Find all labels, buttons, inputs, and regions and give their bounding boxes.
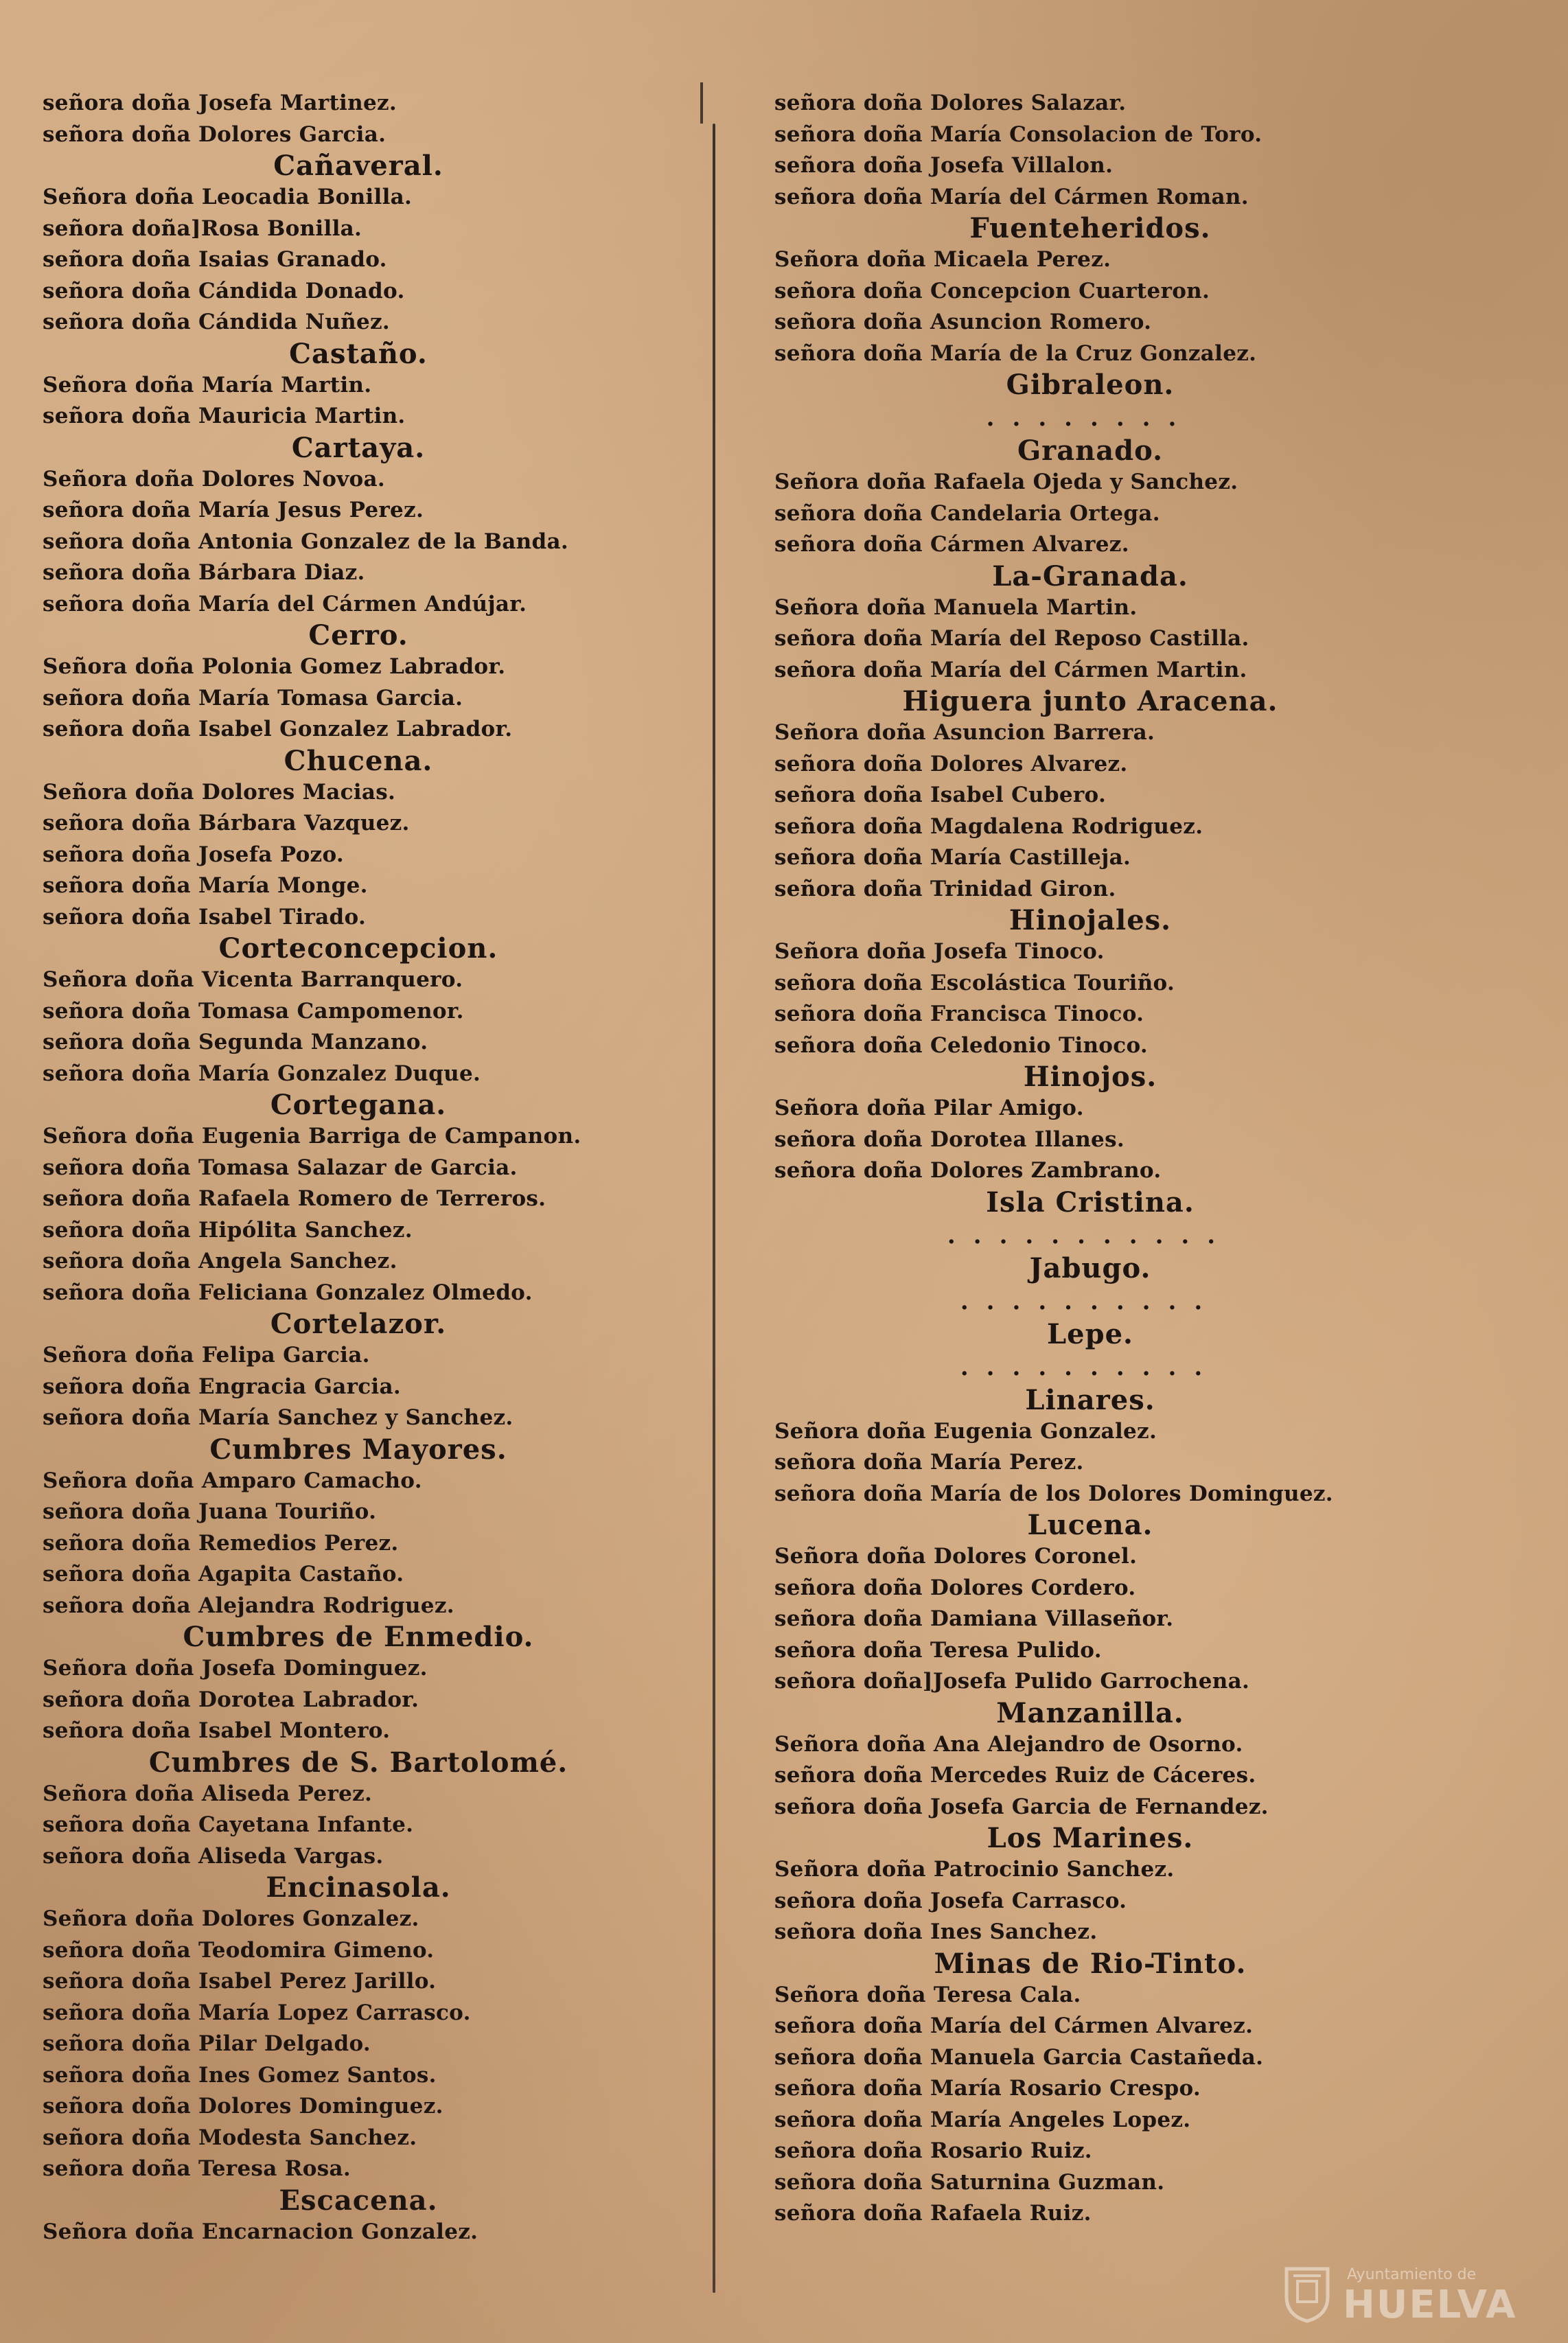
name-entry: señora doña Trinidad Giron. (774, 876, 1116, 901)
name-entry: señora doña Ines Gomez Santos. (43, 2062, 437, 2088)
name-entry: Señora doña Vicenta Barranquero. (43, 967, 463, 992)
name-entry: señora doña Cayetana Infante. (43, 1812, 414, 1837)
name-entry: Señora doña Eugenia Gonzalez. (774, 1418, 1157, 1444)
name-entry: señora doña Cándida Nuñez. (43, 310, 391, 334)
name-entry: Señora doña Dolores Gonzalez. (43, 1906, 419, 1931)
name-entry: señora doña María Rosario Crespo. (774, 2076, 1201, 2101)
name-entry: señora doña María Consolacion de Toro. (774, 122, 1263, 147)
town-heading: Isla Cristina. (986, 1186, 1195, 1219)
name-entry: Señora doña Dolores Coronel. (774, 1544, 1138, 1569)
name-entry: Señora doña Ana Alejandro de Osorno. (774, 1731, 1243, 1757)
name-entry: Señora doña Leocadia Bonilla. (43, 185, 413, 209)
town-heading: Chucena. (284, 744, 433, 777)
town-heading: Escacena. (279, 2184, 438, 2217)
name-entry: señora doña Mercedes Ruiz de Cáceres. (774, 1763, 1256, 1788)
name-entry: señora doña Alejandra Rodriguez. (43, 1593, 454, 1618)
town-heading: Fuenteheridos. (969, 212, 1211, 244)
name-entry: señora doña Teodomira Gimeno. (43, 1937, 435, 1963)
name-entry: señora doña Bárbara Diaz. (43, 560, 365, 585)
name-entry: señora doña Hipólita Sanchez. (43, 1217, 413, 1243)
name-entry: Señora doña Asuncion Barrera. (774, 720, 1155, 745)
name-entry: señora doña Cármen Alvarez. (774, 532, 1129, 557)
name-entry: señora doña María del Reposo Castilla. (774, 626, 1249, 651)
name-entry: señora doña Isaias Granado. (43, 247, 387, 272)
town-heading: Lepe. (1047, 1317, 1133, 1350)
name-entry: señora doña Magdalena Rodriguez. (774, 813, 1203, 839)
town-heading: Linares. (1025, 1383, 1155, 1416)
name-entry: señora doña María Castilleja. (774, 845, 1131, 870)
name-entry: Señora doña María Martin. (43, 372, 372, 397)
town-heading: Encinasola. (266, 1871, 451, 1904)
name-entry: señora doña Tomasa Salazar de Garcia. (43, 1155, 518, 1180)
name-entry: señora doña Francisca Tinoco. (774, 1002, 1144, 1026)
name-entry: señora doña Ines Sanchez. (774, 1919, 1098, 1944)
name-entry: señora doña María del Cármen Roman. (774, 184, 1249, 209)
town-heading: Hinojales. (1008, 904, 1172, 936)
huelva-watermark (1280, 2262, 1527, 2327)
name-entry: señora doña María del Cármen Alvarez. (774, 2013, 1254, 2038)
town-heading: Cerro. (308, 619, 408, 651)
name-entry: señora doña Mauricia Martin. (43, 404, 406, 428)
name-entry: señora doña Dolores Alvarez. (774, 751, 1128, 776)
name-entry: señora doña Damiana Villaseñor. (774, 1606, 1174, 1631)
town-heading: Minas de Rio-Tinto. (934, 1947, 1247, 1980)
name-entry: señora doña María del Cármen Andújar. (43, 591, 527, 616)
name-entry: señora doña Agapita Castaño. (43, 1562, 404, 1586)
name-entry: Señora doña Felipa Garcia. (43, 1343, 370, 1367)
town-heading: Cortelazor. (270, 1308, 447, 1340)
name-entry: señora doña Rafaela Ruiz. (774, 2201, 1092, 2226)
name-entry: señora doña Isabel Cubero. (774, 783, 1107, 807)
name-entry: señora doña Josefa Pozo. (43, 842, 344, 867)
name-entry: señora doña Rafaela Romero de Terreros. (43, 1186, 546, 1211)
name-entry: Señora doña Josefa Dominguez. (43, 1656, 428, 1681)
town-heading: Castaño. (289, 337, 428, 370)
name-entry: señora doña Isabel Gonzalez Labrador. (43, 717, 513, 741)
empty-list-dots: ........ (986, 404, 1195, 432)
name-entry: señora doña Dolores Zambrano. (774, 1158, 1162, 1183)
name-entry: señora doña María Jesus Perez. (43, 498, 424, 522)
town-heading: Lucena. (1027, 1509, 1153, 1541)
name-entry: señora doña Remedios Perez. (43, 1530, 399, 1556)
name-entry: señora doña Celedonio Tinoco. (774, 1032, 1148, 1058)
name-entry: señora doña Pilar Delgado. (43, 2031, 371, 2056)
empty-list-dots: .......... (960, 1287, 1221, 1315)
name-entry: señora doña Teresa Pulido. (774, 1637, 1102, 1663)
name-entry: Señora doña Polonia Gomez Labrador. (43, 654, 506, 679)
town-heading: Corteconcepcion. (218, 932, 498, 965)
name-entry: señora doña Escolástica Touriño. (774, 970, 1175, 995)
name-entry: señora doña Josefa Martinez. (43, 91, 397, 115)
town-heading: Cumbres de S. Bartolomé. (148, 1746, 568, 1779)
name-entry: señora doña Antonia Gonzalez de la Banda. (43, 529, 568, 554)
name-entry: señora doña Tomasa Campomenor. (43, 998, 464, 1024)
name-entry: señora doña Engracia Garcia. (43, 1374, 401, 1399)
name-entry: Señora doña Encarnacion Gonzalez. (43, 2219, 479, 2244)
name-entry: señora doña María Tomasa Garcia. (43, 685, 463, 711)
name-entry: señora doña María Monge. (43, 873, 368, 898)
name-entry: señora doña Rosario Ruiz. (774, 2138, 1092, 2163)
name-entry: señora doña Feliciana Gonzalez Olmedo. (43, 1280, 533, 1305)
name-entry: señora doña Candelaria Ortega. (774, 500, 1160, 526)
name-entry: señora doña Dolores Dominguez. (43, 2094, 443, 2119)
name-entry: señora doña Concepcion Cuarteron. (774, 278, 1210, 303)
town-heading: Manzanilla. (996, 1696, 1184, 1729)
name-entry: señora doña María Gonzalez Duque. (43, 1061, 481, 1086)
name-entry: Señora doña Amparo Camacho. (43, 1468, 422, 1493)
name-entry: señora doña María de la Cruz Gonzalez. (774, 341, 1257, 366)
name-entry: señora doña]Josefa Pulido Garrochena. (774, 1669, 1250, 1694)
town-heading: Cumbres de Enmedio. (183, 1621, 534, 1653)
name-entry: señora doña Bárbara Vazquez. (43, 811, 410, 835)
left-column (43, 88, 702, 2343)
town-heading: Granado. (1017, 435, 1164, 467)
name-entry: señora doña Manuela Garcia Castañeda. (774, 2044, 1264, 2070)
name-entry: Señora doña Micaela Perez. (774, 247, 1111, 272)
name-entry: Señora doña Manuela Martin. (774, 595, 1138, 620)
name-entry: señora doña Dorotea Illanes. (774, 1127, 1125, 1152)
name-entry: señora doña Isabel Perez Jarillo. (43, 1969, 437, 1994)
name-entry: señora doña Asuncion Romero. (774, 310, 1152, 334)
name-entry: señora doña Josefa Villalon. (774, 153, 1114, 178)
town-heading: Higuera junto Aracena. (902, 685, 1278, 717)
name-entry: Señora doña Josefa Tinoco. (774, 939, 1105, 964)
town-heading: Cumbres Mayores. (209, 1433, 507, 1466)
name-entry: señora doña María Lopez Carrasco. (43, 2000, 471, 2025)
town-heading: La-Granada. (992, 559, 1188, 592)
town-heading: Gibraleon. (1006, 369, 1175, 401)
name-entry: señora doña Saturnina Guzman. (774, 2169, 1165, 2195)
name-entry: Señora doña Dolores Macias. (43, 779, 396, 805)
name-entry: señora doña Josefa Carrasco. (774, 1888, 1127, 1913)
empty-list-dots: .......... (960, 1353, 1221, 1381)
name-entry: señora doña Josefa Garcia de Fernandez. (774, 1794, 1269, 1819)
empty-list-dots: ........... (947, 1221, 1234, 1249)
name-entry: señora doña Teresa Rosa. (43, 2156, 351, 2181)
name-entry: señora doña María de los Dolores Dominguez. (774, 1481, 1333, 1506)
town-heading: Jabugo. (1029, 1251, 1151, 1284)
town-heading: Cartaya. (291, 431, 426, 464)
name-entry: señora doña Isabel Montero. (43, 1718, 391, 1743)
name-entry: Señora doña Eugenia Barriga de Campanon. (43, 1124, 581, 1149)
name-entry: señora doña Cándida Donado. (43, 278, 405, 303)
name-entry: señora doña Dolores Garcia. (43, 122, 387, 147)
name-entry: señora doña Dolores Cordero. (774, 1575, 1136, 1600)
name-entry: Señora doña Pilar Amigo. (774, 1096, 1084, 1120)
name-entry: Señora doña Rafaela Ojeda y Sanchez. (774, 470, 1238, 494)
name-entry: señora doña]Rosa Bonilla. (43, 216, 362, 241)
name-entry: señora doña Dorotea Labrador. (43, 1687, 419, 1712)
name-entry: Señora doña Teresa Cala. (774, 1982, 1081, 2007)
watermark-word: HUELVA (1343, 2283, 1517, 2327)
name-entry: señora doña María Perez. (774, 1450, 1084, 1475)
name-entry: señora doña Isabel Tirado. (43, 904, 367, 930)
name-entry: señora doña Juana Touriño. (43, 1499, 377, 1524)
column-divider (713, 124, 715, 2293)
name-entry: señora doña María Sanchez y Sanchez. (43, 1405, 514, 1430)
town-heading: Cañaveral. (273, 150, 443, 182)
name-entry: señora doña Modesta Sanchez. (43, 2125, 417, 2150)
right-column (774, 88, 1433, 2343)
name-entry: señora doña Dolores Salazar. (774, 91, 1127, 115)
name-entry: señora doña María del Cármen Martin. (774, 657, 1247, 682)
name-entry: Señora doña Aliseda Perez. (43, 1781, 373, 1806)
huelva-crest-icon (1280, 2262, 1335, 2324)
watermark-subtitle: Ayuntamiento de (1347, 2266, 1477, 2283)
name-entry: Señora doña Patrocinio Sanchez. (774, 1857, 1175, 1882)
name-entry: señora doña María Angeles Lopez. (774, 2107, 1191, 2132)
name-entry: señora doña Angela Sanchez. (43, 1249, 397, 1273)
town-heading: Cortegana. (270, 1089, 447, 1121)
town-heading: Los Marines. (987, 1822, 1194, 1854)
name-entry: Señora doña Dolores Novoa. (43, 466, 386, 492)
name-entry: señora doña Segunda Manzano. (43, 1030, 428, 1054)
name-entry: señora doña Aliseda Vargas. (43, 1843, 384, 1869)
town-heading: Hinojos. (1023, 1061, 1157, 1093)
